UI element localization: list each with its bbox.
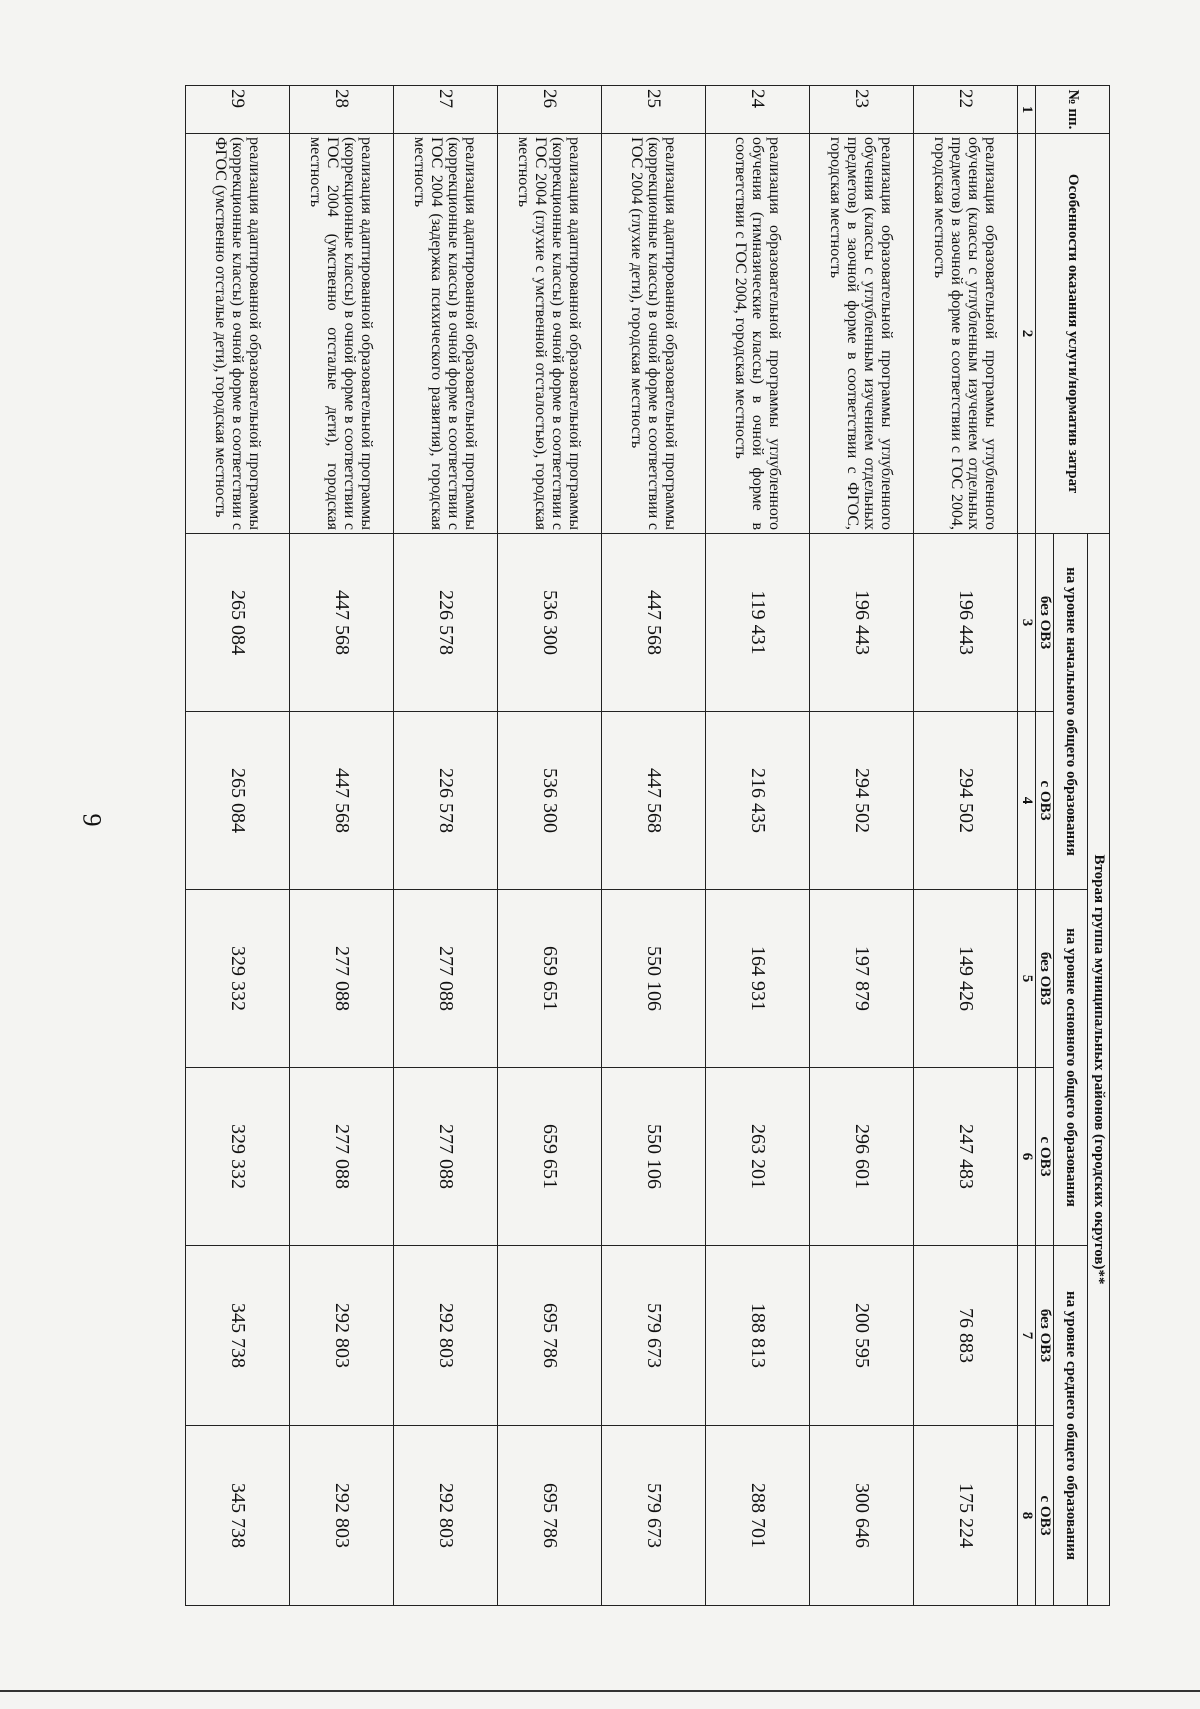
header-sub: с ОВЗ — [1036, 712, 1054, 890]
cost-value-cell: 345 738 — [186, 1246, 290, 1426]
header-group: Вторая группа муниципальных районов (городских округов)** — [1088, 534, 1110, 1606]
cost-value-cell: 695 786 — [498, 1426, 602, 1606]
scan-edge-line — [0, 1690, 1200, 1692]
header-sub: с ОВЗ — [1036, 1426, 1054, 1606]
header-sub: с ОВЗ — [1036, 1068, 1054, 1246]
cost-norms-table — [185, 85, 1110, 1606]
cost-value-cell: 579 673 — [602, 1426, 706, 1606]
cost-value-cell: 288 701 — [706, 1426, 810, 1606]
cost-value-cell: 164 931 — [706, 890, 810, 1068]
row-description: реализация адаптированной образовательной программы (коррекционные классы) в очной форме в соответствии с ГОС 2004 (глухие с умственной отсталостью), городская местность — [498, 134, 602, 534]
header-sub: без ОВЗ — [1036, 890, 1054, 1068]
cost-value-cell: 188 813 — [706, 1246, 810, 1426]
cost-value-cell: 277 088 — [394, 890, 498, 1068]
col-index: 6 — [1018, 1068, 1036, 1246]
row-number: 24 — [706, 86, 810, 134]
row-number: 26 — [498, 86, 602, 134]
table-row — [186, 86, 290, 1606]
cost-value-cell: 292 803 — [290, 1246, 394, 1426]
header-sub: без ОВЗ — [1036, 1246, 1054, 1426]
table-row — [498, 86, 602, 1606]
row-description: реализация образовательной программы углубленного обучения (классы с углубленным изучением отдельных предметов) в заочной форме в соответствии с ГОС 2004, городская местность — [914, 134, 1018, 534]
col-index: 7 — [1018, 1246, 1036, 1426]
table-row — [394, 86, 498, 1606]
cost-value-cell: 175 224 — [914, 1426, 1018, 1606]
cost-value-cell: 447 568 — [602, 712, 706, 890]
cost-value-cell: 196 443 — [914, 534, 1018, 712]
cost-value-cell: 296 601 — [810, 1068, 914, 1246]
col-index: 8 — [1018, 1426, 1036, 1606]
cost-value-cell: 216 435 — [706, 712, 810, 890]
cost-value-cell: 536 300 — [498, 534, 602, 712]
row-description: реализация образовательной программы углубленного обучения (гимназические классы) в очной форме в соответствии с ГОС 2004, городская местность — [706, 134, 810, 534]
row-description: реализация адаптированной образовательной программы (коррекционные классы) в очной форме в соответствии с ГОС 2004 (глухие дети), городская местность — [602, 134, 706, 534]
cost-value-cell: 579 673 — [602, 1246, 706, 1426]
cost-value-cell: 659 651 — [498, 1068, 602, 1246]
cost-value-cell: 292 803 — [290, 1426, 394, 1606]
table-row — [810, 86, 914, 1606]
header-desc: Особенности оказания услуги/норматив затрат — [1036, 134, 1110, 534]
cost-value-cell: 536 300 — [498, 712, 602, 890]
cost-value-cell: 447 568 — [290, 534, 394, 712]
cost-value-cell: 659 651 — [498, 890, 602, 1068]
row-number: 25 — [602, 86, 706, 134]
col-index: 1 — [1018, 86, 1036, 134]
cost-value-cell: 265 084 — [186, 712, 290, 890]
table-row — [602, 86, 706, 1606]
row-number: 22 — [914, 86, 1018, 134]
row-description: реализация адаптированной образовательной программы (коррекционные классы) в очной форме в соответствии с ГОС 2004 (задержка психического развития), городская местность — [394, 134, 498, 534]
cost-value-cell: 300 646 — [810, 1426, 914, 1606]
cost-value-cell: 695 786 — [498, 1246, 602, 1426]
col-index: 3 — [1018, 534, 1036, 712]
cost-value-cell: 277 088 — [290, 1068, 394, 1246]
table-body — [186, 86, 1018, 1606]
cost-value-cell: 550 106 — [602, 890, 706, 1068]
cost-value-cell: 292 803 — [394, 1426, 498, 1606]
cost-value-cell: 197 879 — [810, 890, 914, 1068]
col-index: 2 — [1018, 134, 1036, 534]
row-description: реализация адаптированной образовательной программы (коррекционные классы) в очной форме в соответствии с ГОС 2004 (умственно отсталые дети), городская местность — [290, 134, 394, 534]
table-row — [290, 86, 394, 1606]
header-level-basic: на уровне основного общего образования — [1054, 890, 1088, 1246]
col-index: 4 — [1018, 712, 1036, 890]
rotated-table-container — [185, 85, 1110, 1605]
cost-value-cell: 200 595 — [810, 1246, 914, 1426]
header-sub: без ОВЗ — [1036, 534, 1054, 712]
cost-value-cell: 119 431 — [706, 534, 810, 712]
cost-value-cell: 294 502 — [914, 712, 1018, 890]
row-number: 29 — [186, 86, 290, 134]
cost-value-cell: 292 803 — [394, 1246, 498, 1426]
cost-value-cell: 294 502 — [810, 712, 914, 890]
cost-value-cell: 263 201 — [706, 1068, 810, 1246]
cost-value-cell: 447 568 — [602, 534, 706, 712]
table-row — [914, 86, 1018, 1606]
cost-value-cell: 345 738 — [186, 1426, 290, 1606]
header-level-primary: на уровне начального общего образования — [1054, 534, 1088, 890]
cost-value-cell: 226 578 — [394, 712, 498, 890]
page-number: 9 — [77, 813, 107, 827]
cost-value-cell: 447 568 — [290, 712, 394, 890]
cost-value-cell: 329 332 — [186, 1068, 290, 1246]
cost-value-cell: 277 088 — [394, 1068, 498, 1246]
row-number: 28 — [290, 86, 394, 134]
cost-value-cell: 277 088 — [290, 890, 394, 1068]
header-num: № пп. — [1036, 86, 1110, 134]
col-index: 5 — [1018, 890, 1036, 1068]
cost-value-cell: 76 883 — [914, 1246, 1018, 1426]
cost-value-cell: 329 332 — [186, 890, 290, 1068]
cost-value-cell: 226 578 — [394, 534, 498, 712]
cost-value-cell: 196 443 — [810, 534, 914, 712]
cost-value-cell: 265 084 — [186, 534, 290, 712]
cost-value-cell: 550 106 — [602, 1068, 706, 1246]
row-description: реализация адаптированной образовательной программы (коррекционные классы) в очной форме в соответствии с ФГОС (умственно отсталые дети), городская местность — [186, 134, 290, 534]
header-level-secondary: на уровне среднего общего образования — [1054, 1246, 1088, 1606]
cost-value-cell: 149 426 — [914, 890, 1018, 1068]
row-number: 27 — [394, 86, 498, 134]
row-number: 23 — [810, 86, 914, 134]
table-row — [706, 86, 810, 1606]
cost-value-cell: 247 483 — [914, 1068, 1018, 1246]
row-description: реализация образовательной программы углубленного обучения (классы с углубленным изучением отдельных предметов) в заочной форме в соответствии с ФГОС, городская местность — [810, 134, 914, 534]
